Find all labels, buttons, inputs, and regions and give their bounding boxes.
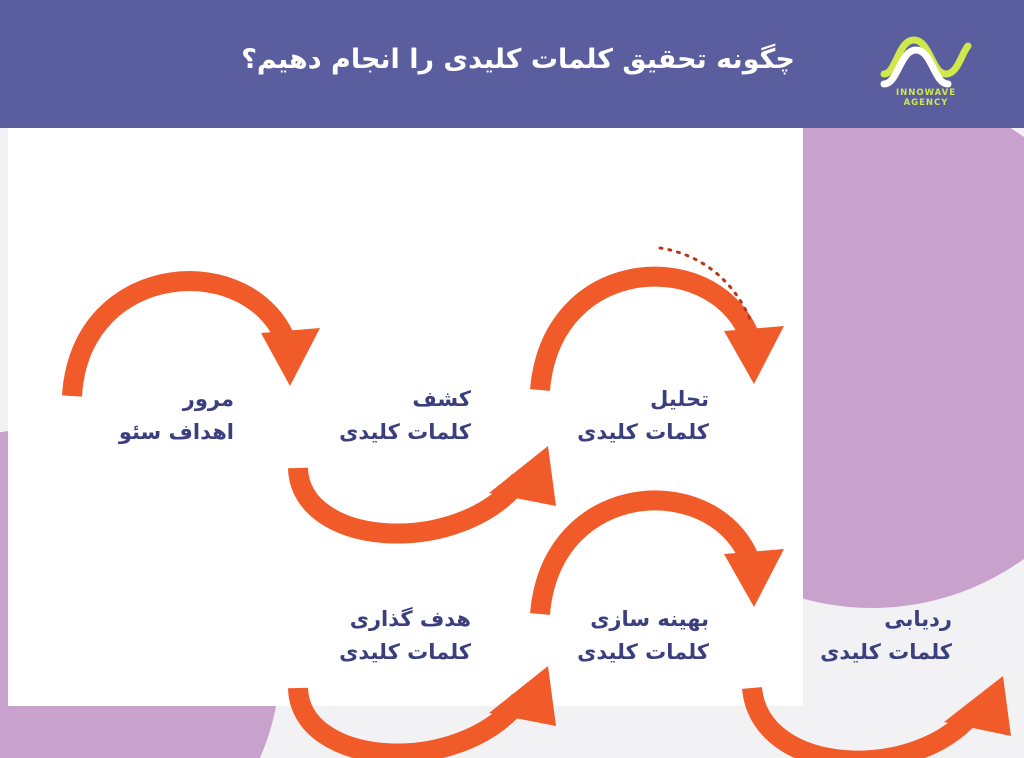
step-3-label-line2: کلمات کلیدی bbox=[577, 420, 709, 444]
step-4-label bbox=[339, 603, 471, 669]
step-6-label bbox=[820, 603, 952, 669]
step-6-label-line2: کلمات کلیدی bbox=[820, 640, 952, 664]
step-4-label-line1: هدف گذاری bbox=[349, 607, 471, 631]
step-3-label bbox=[577, 383, 709, 449]
arrow-6-outgoing bbox=[752, 676, 1011, 758]
step-1-label-line1: مرور bbox=[182, 387, 234, 411]
step-2-label-line2: کلمات کلیدی bbox=[339, 420, 471, 444]
step-2-label bbox=[339, 383, 471, 449]
step-4-label-line2: کلمات کلیدی bbox=[339, 640, 471, 664]
header-bar bbox=[0, 0, 1024, 128]
logo-wordmark: INNOWAVE AGENCY bbox=[896, 88, 956, 108]
arrow-3-to-4 bbox=[540, 248, 784, 390]
arrow-4-to-5 bbox=[298, 666, 556, 754]
step-1-label-line2: اهداف سئو bbox=[118, 420, 234, 444]
step-5-label-line2: کلمات کلیدی bbox=[577, 640, 709, 664]
step-5-label-line1: بهینه سازی bbox=[590, 607, 709, 631]
wave-logo-icon bbox=[862, 30, 990, 88]
innowave-logo bbox=[862, 30, 990, 110]
step-5-label bbox=[577, 603, 709, 669]
arrow-2-to-3 bbox=[298, 446, 556, 534]
process-diagram bbox=[0, 128, 1024, 758]
step-1-label bbox=[119, 383, 234, 449]
step-2-label-line1: کشف bbox=[412, 387, 471, 411]
arrow-1-to-2 bbox=[72, 281, 320, 396]
step-3-label-line1: تحلیل bbox=[650, 387, 709, 411]
arrow-5-to-6 bbox=[540, 500, 784, 614]
step-6-label-line1: ردیابی bbox=[884, 607, 952, 631]
page-title: چگونه تحقیق کلمات کلیدی را انجام دهیم؟ bbox=[241, 44, 795, 75]
